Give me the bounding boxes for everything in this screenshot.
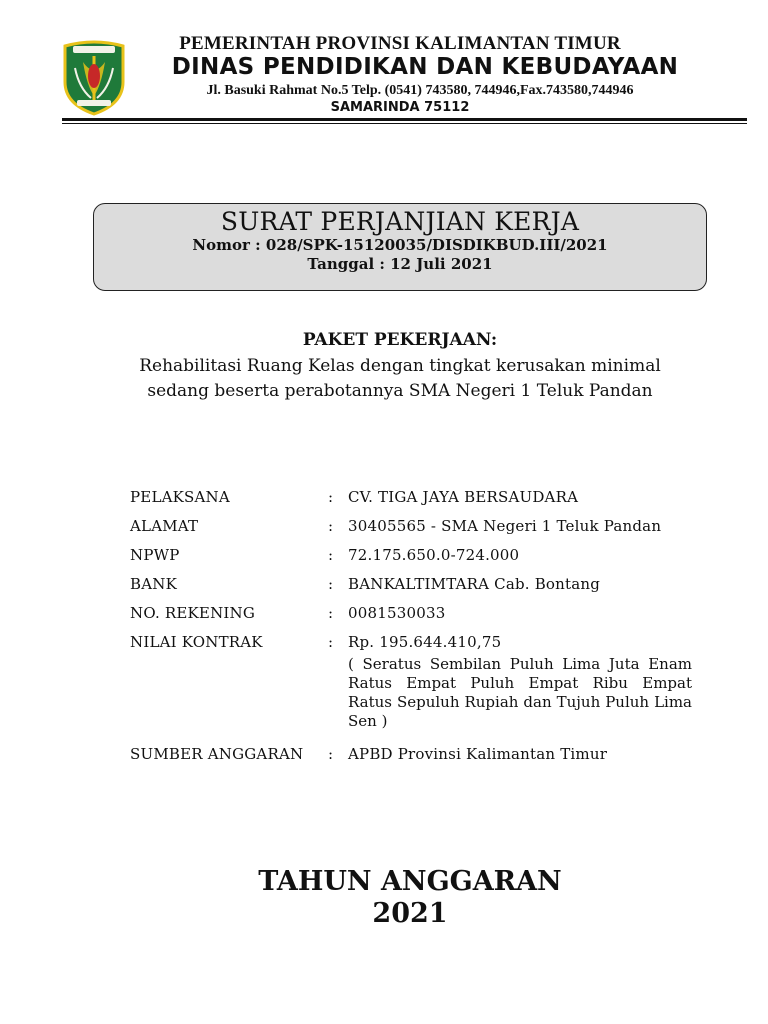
detail-separator: : [328,488,334,506]
detail-row-bank [130,575,692,604]
amount-in-words: ( Seratus Sembilan Puluh Lima Juta Enam Ratus Empat Puluh Empat Ribu Empat Ratus Sepuluh Rupiah dan Tujuh Puluh Lima Sen ) [348,655,692,730]
detail-value: APBD Provinsi Kalimantan Timur [348,745,608,763]
detail-value: CV. TIGA JAYA BERSAUDARA [348,488,579,506]
detail-separator: : [328,745,334,763]
agency-city: SAMARINDA 75112 [330,100,470,115]
package-description-line: Rehabilitasi Ruang Kelas dengan tingkat kerusakan minimal [139,356,661,376]
document-title: SURAT PERJANJIAN KERJA [220,207,580,236]
document-title-box [93,203,707,291]
package-heading: PAKET PEKERJAAN: [302,330,498,350]
detail-row-npwp [130,546,692,575]
detail-separator: : [328,604,334,622]
agency-address: Jl. Basuki Rahmat No.5 Telp. (0541) 743580, 744946,Fax.743580,744946 [206,83,634,98]
detail-label: NPWP [130,546,180,564]
detail-label: BANK [130,575,177,593]
document-date: Tanggal : 12 Juli 2021 [307,255,493,273]
detail-label: NILAI KONTRAK [130,633,263,651]
government-name: PEMERINTAH PROVINSI KALIMANTAN TIMUR [179,33,621,54]
letterhead-rule-thin [62,123,747,124]
detail-value: BANKALTIMTARA Cab. Bontang [348,575,601,593]
detail-separator: : [328,633,334,651]
detail-row-rekening [130,604,692,633]
detail-label: NO. REKENING [130,604,256,622]
fiscal-year-value: 2021 [372,898,448,929]
kaltim-province-emblem [61,38,127,116]
detail-row-alamat [130,517,692,546]
detail-separator: : [328,546,334,564]
detail-value: Rp. 195.644.410,75 [348,633,502,651]
detail-value: 30405565 - SMA Negeri 1 Teluk Pandan [348,517,662,535]
fiscal-year-label: TAHUN ANGGARAN [258,866,562,897]
agency-name: DINAS PENDIDIKAN DAN KEBUDAYAAN [171,54,679,80]
detail-label: SUMBER ANGGARAN [130,745,304,763]
letterhead-rule-thick [62,118,747,121]
package-description [100,354,700,404]
contract-details [130,488,692,771]
detail-separator: : [328,575,334,593]
detail-separator: : [328,517,334,535]
detail-value: 0081530033 [348,604,446,622]
package-description-line: sedang beserta perabotannya SMA Negeri 1 Teluk Pandan [147,381,653,401]
detail-row-pelaksana [130,488,692,517]
detail-row-sumber-anggaran [130,745,692,771]
document-number: Nomor : 028/SPK-15120035/DISDIKBUD.III/2021 [192,236,608,254]
detail-label: PELAKSANA [130,488,230,506]
detail-label: ALAMAT [130,517,199,535]
detail-value: 72.175.650.0-724.000 [348,546,520,564]
